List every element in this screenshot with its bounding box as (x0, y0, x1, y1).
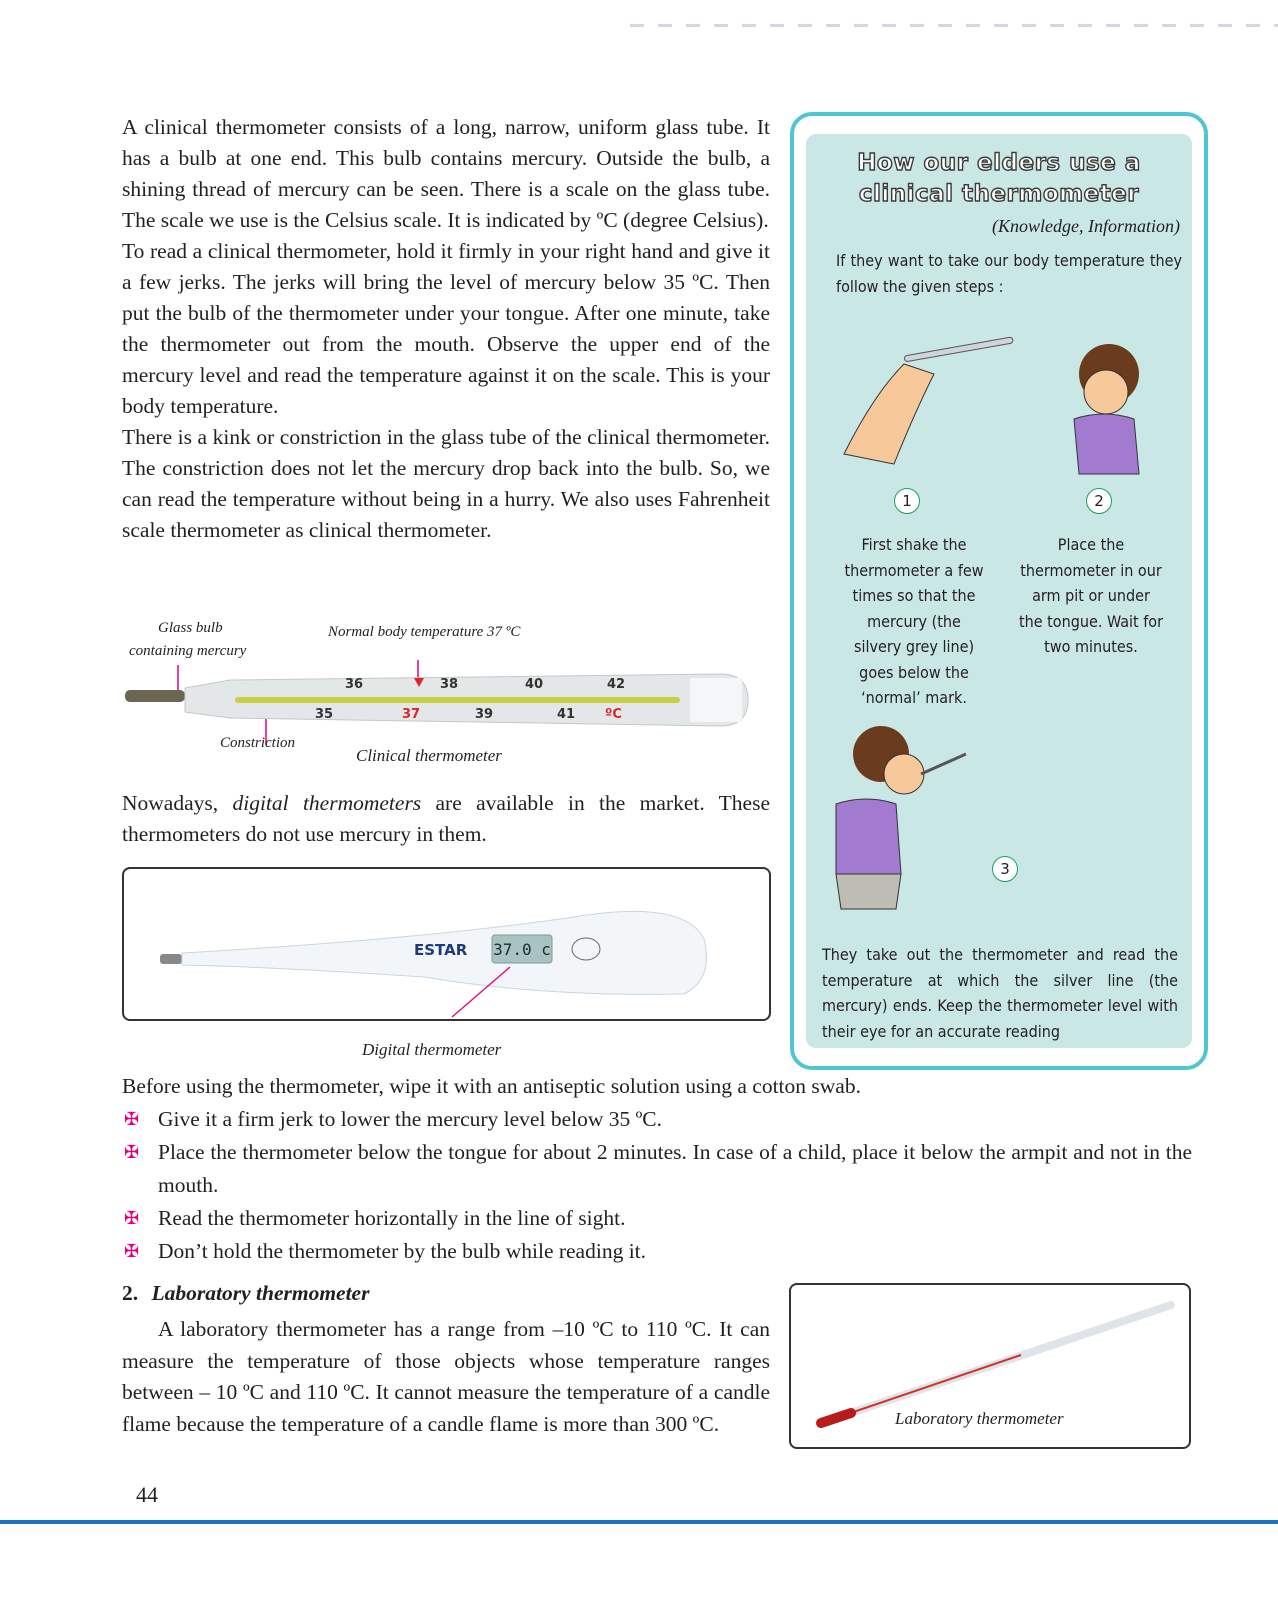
svg-text:ºC: ºC (605, 707, 622, 722)
maltese-cross-icon: ✠ (124, 1142, 140, 1162)
step-3-illustration (826, 724, 976, 924)
label-constriction: Constriction (220, 735, 296, 751)
lab-paragraph: A laboratory thermometer has a range from –10 ºC to 110 ºC. It can measure the temperature of those objects whose temperature ranges between – 10 ºC and 110 ºC. It cannot measure the temperature of a candle flame because the temperature of a candle flame is more than 300 ºC. (122, 1317, 770, 1436)
label-glass-bulb: Glass bulb (158, 620, 223, 636)
svg-text:40: 40 (525, 677, 544, 692)
clinical-thermometer-image (120, 660, 760, 750)
step-3-text: They take out the thermometer and read the temperature at which the silver line (the mercury) ends. Keep the thermometer level with their eye for an accurate reading (822, 945, 1178, 1041)
digital-text-before: Nowadays, (122, 791, 233, 815)
precautions-lead: Before using the thermometer, wipe it with an antiseptic solution using a cotton swab. (122, 1074, 861, 1098)
digital-thermometer-image (124, 869, 769, 1019)
elders-info-inner (806, 134, 1192, 1048)
brand-label: ESTAR (414, 941, 468, 959)
caption-digital-thermometer: Digital thermometer (362, 1040, 502, 1059)
box-title (806, 148, 1192, 210)
svg-text:38: 38 (440, 677, 459, 692)
svg-text:42: 42 (607, 677, 626, 692)
precaution-item (122, 1202, 1192, 1235)
box-intro: If they want to take our body temperature they follow the given steps : (836, 251, 1182, 296)
maltese-cross-icon: ✠ (124, 1241, 140, 1261)
box-subtitle: (Knowledge, Information) (992, 216, 1180, 236)
svg-text:39: 39 (475, 707, 494, 722)
digital-paragraph (122, 788, 770, 850)
box-title-line-2: clinical thermometer (858, 181, 1140, 207)
precaution-text: Place the thermometer below the tongue for about 2 minutes. In case of a child, place it below the armpit and not in the mouth. (158, 1140, 1192, 1197)
maltese-cross-icon: ✠ (124, 1208, 140, 1228)
intro-paragraph-3: There is a kink or constriction in the glass tube of the clinical thermometer. The constriction does not let the mercury drop back into the bulb. So, we can read the temperature without being in a hurry. We also uses Fahrenheit scale thermometer as clinical thermometer. (122, 425, 770, 542)
header-dashed-rule (630, 24, 1278, 27)
svg-text:36: 36 (345, 677, 364, 692)
intro-text (122, 112, 770, 546)
precaution-text: Read the thermometer horizontally in the line of sight. (158, 1206, 626, 1230)
svg-text:37: 37 (402, 707, 421, 722)
step-3-badge: 3 (992, 856, 1018, 882)
steps-1-2-illustration (834, 334, 1174, 484)
step-1-badge: 1 (894, 488, 920, 514)
precaution-item (122, 1136, 1192, 1202)
label-normal-temperature: Normal body temperature 37 ºC (328, 624, 521, 640)
lab-heading-text: Laboratory thermometer (151, 1281, 370, 1305)
svg-text:41: 41 (557, 707, 576, 722)
precaution-item (122, 1235, 1192, 1268)
svg-text:35: 35 (315, 707, 334, 722)
precaution-text: Don’t hold the thermometer by the bulb while reading it. (158, 1239, 647, 1263)
caption-lab-thermometer: Laboratory thermometer (895, 1409, 1064, 1428)
precautions-list (122, 1070, 1192, 1268)
precaution-item (122, 1103, 1192, 1136)
lab-heading (122, 1281, 369, 1306)
caption-clinical-thermometer: Clinical thermometer (356, 746, 502, 765)
lab-thermometer-box (789, 1283, 1191, 1449)
lab-heading-number: 2. (122, 1281, 139, 1305)
maltese-cross-icon: ✠ (124, 1109, 140, 1129)
elders-info-box (790, 112, 1208, 1070)
intro-paragraph-1: A clinical thermometer consists of a long, narrow, uniform glass tube. It has a bulb at one end. This bulb contains mercury. Outside the bulb, a shining thread of mercury can be seen. There is a scale on the glass tube. The scale we use is the Celsius scale. It is indicated by ºC (degree Celsius). (122, 115, 770, 232)
digital-text-after: are available in the market. These thermometers do not use mercury in them. (122, 791, 770, 846)
footer-rule (0, 1520, 1278, 1524)
step-1-text: First shake the thermometer a few times so that the mercury (the silvery grey line) goes below the ‘normal’ mark. (844, 535, 984, 707)
digital-thermometer-box (122, 867, 771, 1021)
step-2-text: Place the thermometer in our arm pit or under the tongue. Wait for two minutes. (1018, 535, 1164, 656)
box-title-line-1: How our elders use a (857, 150, 1141, 176)
step-2-badge: 2 (1086, 488, 1112, 514)
digital-display-reading: 37.0 c (493, 940, 551, 959)
label-containing-mercury: containing mercury (129, 643, 247, 659)
precaution-text: Give it a firm jerk to lower the mercury level below 35 ºC. (158, 1107, 663, 1131)
intro-paragraph-2: To read a clinical thermometer, hold it firmly in your right hand and give it a few jerks. The jerks will bring the level of mercury below 35 ºC. Then put the bulb of the thermometer under your tongue. After one minute, take the thermometer out from the mouth. Observe the upper end of the mercury level and read the temperature against it on the scale. This is your body temperature. (122, 239, 770, 418)
digital-text-italic: digital thermometers (232, 791, 422, 815)
page-number: 44 (136, 1482, 158, 1507)
